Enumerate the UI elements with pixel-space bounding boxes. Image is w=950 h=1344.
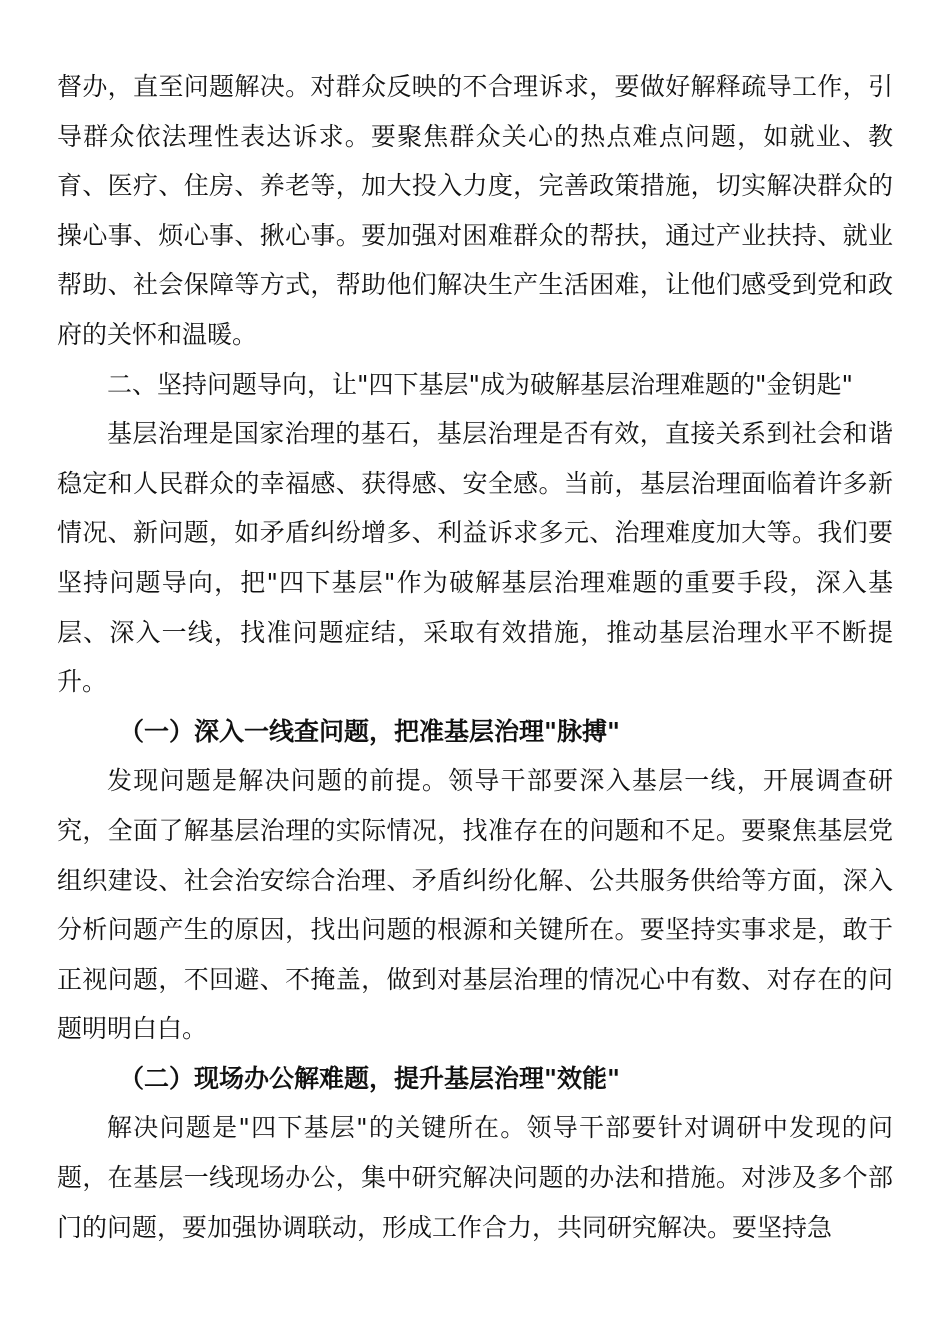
body-paragraph-4: 解决问题是"四下基层"的关键所在。领导干部要针对调研中发现的问题，在基层一线现场办公，集中研究解决问题的办法和措施。对涉及多个部门的问题，要加强协调联动，形成工作合力，共同研究解决。要坚持急 xyxy=(57,1113,893,1242)
body-paragraph-1: 督办，直至问题解决。对群众反映的不合理诉求，要做好解释疏导工作，引导群众依法理性表达诉求。要聚焦群众关心的热点难点问题，如就业、教育、医疗、住房、养老等，加大投入力度，完善政策措施，切实解决群众的操心事、烦心事、揪心事。要加强对困难群众的帮扶，通过产业扶持、就业帮助、社会保障等方式，帮助他们解决生产生活困难，让他们感受到党和政府的关怀和温暖。 xyxy=(57,72,893,349)
body-paragraph-3: 发现问题是解决问题的前提。领导干部要深入基层一线，开展调查研究，全面了解基层治理的实际情况，找准存在的问题和不足。要聚焦基层党组织建设、社会治安综合治理、矛盾纠纷化解、公共服务供给等方面，深入分析问题产生的原因，找出问题的根源和关键所在。要坚持实事求是，敢于正视问题，不回避、不掩盖，做到对基层治理的情况心中有数、对存在的问题明明白白。 xyxy=(57,766,893,1044)
document-page xyxy=(57,62,893,1252)
subheading-1: （一）深入一线查问题，把准基层治理"脉搏" xyxy=(119,716,621,746)
body-paragraph-2: 基层治理是国家治理的基石，基层治理是否有效，直接关系到社会和谐稳定和人民群众的幸福感、获得感、安全感。当前，基层治理面临着许多新情况、新问题，如矛盾纠纷增多、利益诉求多元、治理难度加大等。我们要坚持问题导向，把"四下基层"作为破解基层治理难题的重要手段，深入基层、深入一线，找准问题症结，采取有效措施，推动基层治理水平不断提升。 xyxy=(57,419,893,697)
subheading-2: （二）现场办公解难题，提升基层治理"效能" xyxy=(119,1063,621,1093)
section-heading-2: 二、坚持问题导向，让"四下基层"成为破解基层治理难题的"金钥匙" xyxy=(107,369,853,399)
